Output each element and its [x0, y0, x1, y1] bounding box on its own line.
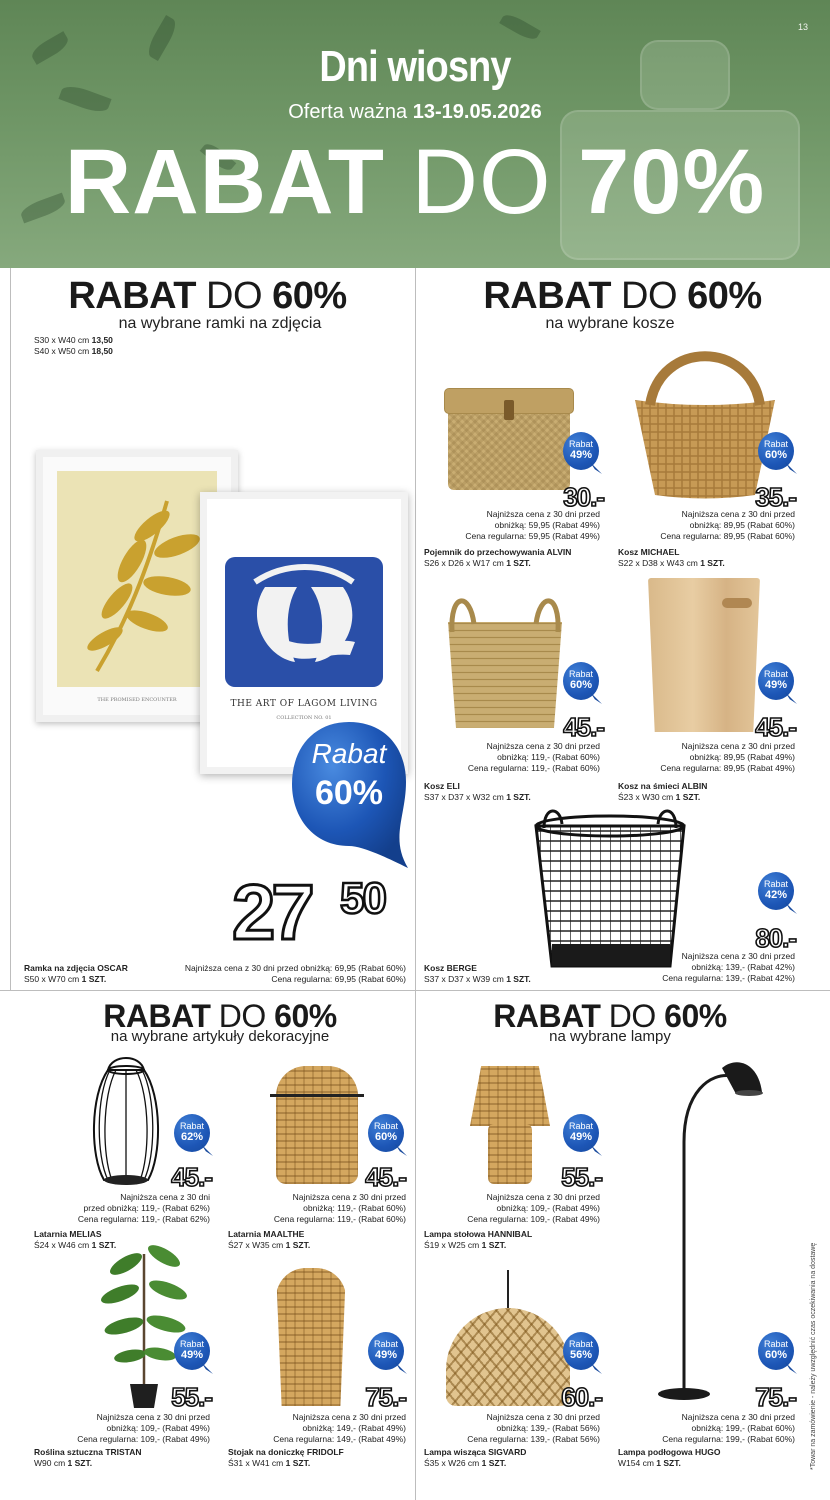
oscar-price — [232, 868, 412, 956]
badge-word: Rabat — [763, 669, 789, 679]
lantern-handle — [270, 1094, 364, 1097]
product-dims: Ś31 x W41 cm — [228, 1458, 286, 1468]
product-dims: Ś27 x W35 cm — [228, 1240, 286, 1250]
price-info — [40, 1192, 210, 1225]
discount-badge — [758, 872, 794, 910]
product-name — [618, 1447, 720, 1469]
page-number: 13 — [797, 22, 808, 32]
regular-price: Cena regularna: 149,- (Rabat 49%) — [273, 1434, 406, 1444]
product-qty: 1 SZT. — [481, 1240, 507, 1250]
rabat-word: RABAT — [483, 275, 611, 317]
bin-handle — [722, 598, 752, 608]
box-clasp — [504, 400, 514, 420]
header-banner — [0, 0, 830, 268]
regular-price: Cena regularna: 89,95 (Rabat 49%) — [660, 763, 795, 773]
discount-percent: 60% — [687, 275, 762, 317]
product-title: Kosz MICHAEL — [618, 547, 680, 557]
regular-price: Cena regularna: 59,95 (Rabat 49%) — [465, 531, 600, 541]
discount-badge — [368, 1114, 404, 1152]
product-price: 45.- — [171, 1162, 212, 1192]
section-title-baskets — [415, 276, 830, 316]
product-title: Pojemnik do przechowywania ALVIN — [424, 547, 572, 557]
discount-percent: 60% — [274, 998, 337, 1034]
price-info — [236, 1412, 406, 1445]
badge-word: Rabat — [373, 1121, 399, 1131]
lowest-price: Najniższa cena z 30 dni przed — [486, 1192, 600, 1202]
do-word: DO — [384, 131, 579, 233]
product-qty: 1 SZT. — [656, 1458, 681, 1468]
product-qty: 1 SZT. — [481, 1458, 507, 1468]
row-divider — [0, 990, 830, 991]
badge-word: Rabat — [763, 1339, 789, 1349]
discount-badge — [174, 1332, 210, 1370]
badge-word: Rabat — [763, 439, 789, 449]
rabat-word: RABAT — [103, 998, 211, 1034]
product-price: 55.- — [171, 1382, 212, 1412]
lowest-price: obniżką: 109,- (Rabat 49%) — [106, 1423, 210, 1433]
lowest-price: obniżką: 89,95 (Rabat 60%) — [689, 520, 795, 530]
discount-percent: 60% — [664, 998, 727, 1034]
badge-percent: 62% — [180, 1131, 204, 1143]
frame-caption-sub: COLLECTION NO. 01 — [276, 715, 332, 721]
section-subtitle-frames: na wybrane ramki na zdjęcia — [118, 315, 322, 332]
section-title-frames — [0, 276, 415, 316]
regular-price: Cena regularna: 89,95 (Rabat 60%) — [660, 531, 795, 541]
lowest-price: obniżką: 109,- (Rabat 49%) — [496, 1203, 600, 1213]
product-name — [424, 781, 531, 803]
product-name — [34, 1447, 142, 1469]
badge-percent: 56% — [569, 1349, 593, 1361]
product-title: Kosz ELI — [424, 781, 460, 791]
price-main: 27 — [232, 868, 311, 956]
product-qty: 1 SZT. — [81, 974, 107, 984]
lowest-price: obniżką: 149,- (Rabat 49%) — [302, 1423, 406, 1433]
discount-badge — [563, 662, 599, 700]
price-info — [146, 963, 406, 985]
frame-size: S40 x W50 cm — [34, 346, 92, 356]
header-discount — [0, 132, 830, 232]
product-price: 75.- — [755, 1382, 796, 1412]
product-price: 75.- — [365, 1382, 406, 1412]
badge-percent: 60% — [374, 1131, 398, 1143]
discount-badge — [563, 1332, 599, 1370]
price-info — [430, 741, 600, 774]
product-qty: 1 SZT. — [700, 558, 725, 568]
lowest-price: obniżką: 139,- (Rabat 42%) — [691, 962, 795, 972]
product-title: Latarnia MELIAS — [34, 1229, 102, 1239]
big-discount-badge — [290, 718, 408, 868]
validity-prefix: Oferta ważna — [288, 101, 413, 123]
basket-icon — [630, 340, 780, 500]
badge-word: Rabat — [568, 1121, 594, 1131]
product-name — [424, 547, 571, 569]
price-info — [430, 509, 600, 542]
frame-size-price-1 — [34, 335, 113, 346]
big-badge-percent: 60% — [314, 774, 384, 812]
product-price: 45.- — [365, 1162, 406, 1192]
do-word: DO — [195, 275, 273, 317]
frame-size: S30 x W40 cm — [34, 335, 92, 345]
badge-word: Rabat — [568, 1339, 594, 1349]
product-price: 55.- — [561, 1162, 602, 1192]
basket-icon — [440, 592, 570, 732]
product-dims: Ś24 x W46 cm — [34, 1240, 92, 1250]
badge-word: Rabat — [179, 1121, 205, 1131]
lowest-price: Najniższa cena z 30 dni przed — [681, 509, 795, 519]
wire-basket-icon — [530, 806, 690, 974]
hugo-lamp-image — [640, 1052, 770, 1402]
do-word: DO — [610, 275, 688, 317]
lowest-price: obniżką: 199,- (Rabat 60%) — [691, 1423, 795, 1433]
price-info — [430, 1192, 600, 1225]
faces-art-icon — [225, 557, 383, 687]
lowest-price: obniżką: 59,95 (Rabat 49%) — [494, 520, 600, 530]
product-dims: W154 cm — [618, 1458, 657, 1468]
floor-lamp-icon — [640, 1052, 770, 1402]
section-subtitle-lamps: na wybrane lampy — [549, 1028, 671, 1045]
discount-badge — [758, 662, 794, 700]
badge-word: Rabat — [179, 1339, 205, 1349]
do-word: DO — [600, 998, 665, 1034]
discount-badge — [174, 1114, 210, 1152]
side-note: *Towar na zamówienie - należy uwzględnić czas oczekiwania na dostawę — [810, 1242, 817, 1470]
product-dims: S37 x D37 x W32 cm — [424, 792, 507, 802]
badge-percent: 42% — [764, 889, 788, 901]
regular-price: Cena regularna: 199,- (Rabat 60%) — [662, 1434, 795, 1444]
rabat-word: RABAT — [68, 275, 196, 317]
product-title: Kosz BERGE — [424, 963, 477, 973]
lowest-price: Najniższa cena z 30 dni — [120, 1192, 210, 1202]
product-name — [424, 1447, 526, 1469]
product-dims: S22 x D38 x W43 cm — [618, 558, 701, 568]
lowest-price: Najniższa cena z 30 dni przed — [486, 741, 600, 751]
product-title: Lampa stołowa HANNIBAL — [424, 1229, 533, 1239]
product-name — [228, 1229, 310, 1251]
regular-price: Cena regularna: 69,95 (Rabat 60%) — [271, 974, 406, 984]
column-divider — [415, 268, 416, 1500]
section-subtitle-decor: na wybrane artykuły dekoracyjne — [110, 1028, 330, 1045]
regular-price: Cena regularna: 139,- (Rabat 56%) — [467, 1434, 600, 1444]
offer-validity — [0, 101, 830, 124]
product-name — [424, 963, 531, 985]
product-title: Kosz na śmieci ALBIN — [618, 781, 708, 791]
product-qty: 1 SZT. — [67, 1458, 93, 1468]
left-border — [10, 268, 11, 990]
badge-percent: 49% — [374, 1349, 398, 1361]
section-subtitle-baskets: na wybrane kosze — [545, 315, 675, 332]
lowest-price: Najniższa cena z 30 dni przed — [681, 951, 795, 961]
product-title: Lampa wisząca SIGVARD — [424, 1447, 527, 1457]
product-name — [24, 963, 128, 985]
lowest-price: obniżką: 89,95 (Rabat 49%) — [689, 752, 795, 762]
badge-percent: 60% — [764, 449, 788, 461]
product-dims: Ś35 x W26 cm — [424, 1458, 482, 1468]
regular-price: Cena regularna: 109,- (Rabat 49%) — [77, 1434, 210, 1444]
badge-word: Rabat — [373, 1339, 399, 1349]
badge-percent: 60% — [569, 679, 593, 691]
product-price: 45.- — [563, 712, 604, 742]
frame-price: 18,50 — [91, 346, 113, 356]
product-dims: W90 cm — [34, 1458, 68, 1468]
regular-price: Cena regularna: 119,- (Rabat 60%) — [467, 763, 600, 773]
product-qty: 1 SZT. — [285, 1458, 311, 1468]
product-title: Stojak na doniczkę FRIDOLF — [228, 1447, 344, 1457]
frame-artwork — [57, 471, 217, 687]
leaf-decoration — [499, 11, 541, 43]
product-qty: 1 SZT. — [506, 792, 531, 802]
lowest-price: Najniższa cena z 30 dni przed — [486, 1412, 600, 1422]
regular-price: Cena regularna: 119,- (Rabat 62%) — [77, 1214, 210, 1224]
lowest-price: obniżką: 119,- (Rabat 60%) — [303, 1203, 406, 1213]
badge-percent: 60% — [764, 1349, 788, 1361]
price-info — [625, 741, 795, 774]
product-name — [618, 547, 725, 569]
lowest-price: Najniższa cena z 30 dni przed — [96, 1412, 210, 1422]
discount-badge — [758, 1332, 794, 1370]
product-dims: S26 x D26 x W17 cm — [424, 558, 507, 568]
lowest-price: Najniższa cena z 30 dni przed — [681, 741, 795, 751]
discount-badge — [563, 432, 599, 470]
badge-percent: 49% — [569, 1131, 593, 1143]
discount-percent: 70% — [578, 131, 766, 233]
page-title: Dni wiosny — [319, 42, 511, 91]
product-dims: Ś23 x W30 cm — [618, 792, 676, 802]
lowest-price: obniżką: 139,- (Rabat 56%) — [496, 1423, 600, 1433]
price-info — [625, 509, 795, 542]
product-qty: 1 SZT. — [91, 1240, 117, 1250]
badge-percent: 49% — [180, 1349, 204, 1361]
lowest-price: obniżką: 119,- (Rabat 60%) — [497, 752, 600, 762]
eli-basket-image — [440, 592, 570, 732]
frame-caption: THE ART OF LAGOM LIVING — [230, 699, 378, 709]
regular-price: Cena regularna: 139,- (Rabat 42%) — [662, 973, 795, 983]
product-qty: 1 SZT. — [285, 1240, 311, 1250]
lamp-cord — [507, 1270, 509, 1310]
regular-price: Cena regularna: 109,- (Rabat 49%) — [467, 1214, 600, 1224]
price-info — [625, 951, 795, 984]
alvin-box-image — [448, 392, 570, 490]
berge-basket-image — [530, 806, 690, 974]
product-name — [424, 1229, 532, 1251]
do-word: DO — [210, 998, 275, 1034]
rabat-word: RABAT — [493, 998, 601, 1034]
lamp-shade — [470, 1066, 550, 1126]
product-qty: 1 SZT. — [506, 974, 531, 984]
albin-bin-image — [648, 578, 760, 732]
discount-percent: 60% — [272, 275, 347, 317]
product-price: 45.- — [755, 712, 796, 742]
price-info — [236, 1192, 406, 1225]
validity-dates: 13-19.05.2026 — [412, 101, 542, 123]
product-qty: 1 SZT. — [506, 558, 531, 568]
lowest-price: Najniższa cena z 30 dni przed — [681, 1412, 795, 1422]
product-price: 30.- — [563, 482, 604, 512]
frame-size-price-2 — [34, 346, 113, 357]
frame-price: 13,50 — [91, 335, 113, 345]
product-price: 60.- — [561, 1382, 602, 1412]
badge-word: Rabat — [568, 439, 594, 449]
price-info — [430, 1412, 600, 1445]
michael-basket-image — [630, 340, 780, 500]
product-title: Ramka na zdjęcia OSCAR — [24, 963, 128, 973]
lowest-price: Najniższa cena z 30 dni przed — [292, 1192, 406, 1202]
lowest-price: Najniższa cena z 30 dni przed obniżką: 69,95 (Rabat 60%) — [184, 963, 406, 973]
price-info — [625, 1412, 795, 1445]
badge-word: Rabat — [763, 879, 789, 889]
product-dims: S37 x D37 x W39 cm — [424, 974, 507, 984]
badge-word: Rabat — [568, 669, 594, 679]
regular-price: Cena regularna: 119,- (Rabat 60%) — [273, 1214, 406, 1224]
frame-caption: THE PROMISED ENCOUNTER — [97, 697, 177, 703]
discount-badge — [758, 432, 794, 470]
rabat-word: RABAT — [64, 131, 385, 233]
price-info — [40, 1412, 210, 1445]
product-title: Roślina sztuczna TRISTAN — [34, 1447, 142, 1457]
product-qty: 1 SZT. — [675, 792, 701, 802]
lowest-price: przed obniżką: 119,- (Rabat 62%) — [83, 1203, 210, 1213]
badge-percent: 49% — [569, 449, 593, 461]
discount-badge — [563, 1114, 599, 1152]
badge-percent: 49% — [764, 679, 788, 691]
product-name — [228, 1447, 344, 1469]
big-badge-word: Rabat — [311, 738, 387, 769]
product-price: 80.- — [755, 923, 796, 953]
product-title: Latarnia MAALTHE — [228, 1229, 305, 1239]
lowest-price: Najniższa cena z 30 dni przed — [486, 509, 600, 519]
leaf-branch-icon — [57, 471, 217, 687]
discount-badge — [368, 1332, 404, 1370]
product-dims: S50 x W70 cm — [24, 974, 82, 984]
product-title: Lampa podłogowa HUGO — [618, 1447, 721, 1457]
frame-artwork — [225, 557, 383, 687]
product-name — [618, 781, 707, 803]
lowest-price: Najniższa cena z 30 dni przed — [292, 1412, 406, 1422]
price-cents: 50 — [340, 874, 385, 923]
product-dims: Ś19 x W25 cm — [424, 1240, 482, 1250]
product-price: 35.- — [755, 482, 796, 512]
